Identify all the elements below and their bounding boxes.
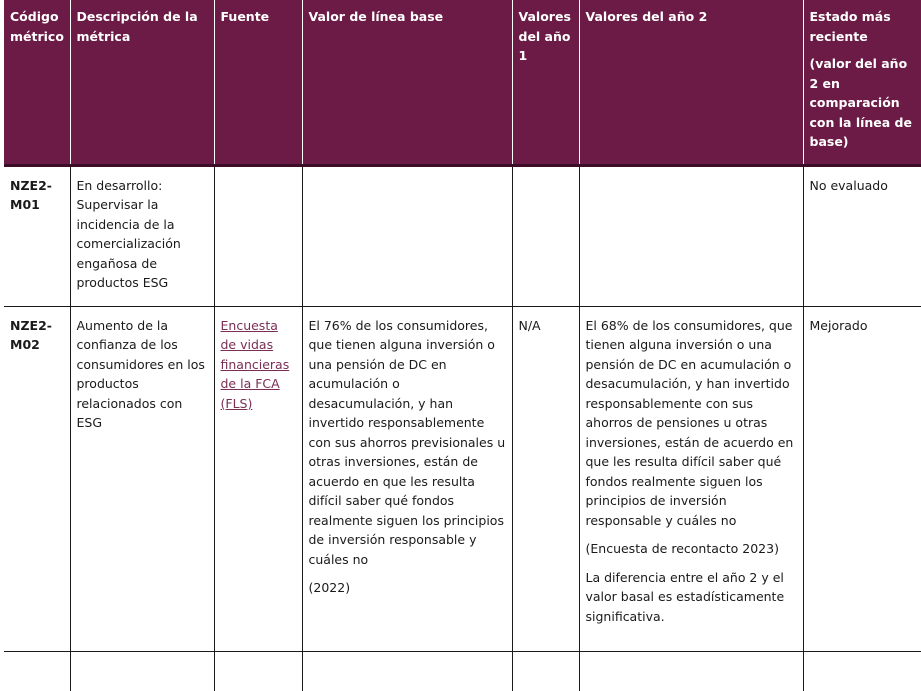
metric-baseline	[302, 306, 512, 651]
header-year1: Valores del año 1	[512, 0, 579, 165]
table-row-continuation	[4, 651, 921, 691]
metric-status: Mejorado	[803, 306, 921, 651]
header-baseline: Valor de línea base	[302, 0, 512, 165]
continuation-cell	[214, 651, 302, 691]
metric-code: NZE2-M01	[4, 165, 70, 306]
header-year2: Valores del año 2	[579, 0, 803, 165]
header-description: Descripción de la métrica	[70, 0, 214, 165]
continuation-cell	[302, 651, 512, 691]
metric-year1	[512, 165, 579, 306]
header-source: Fuente	[214, 0, 302, 165]
metrics-table	[4, 0, 921, 691]
continuation-cell	[579, 651, 803, 691]
table-row	[4, 165, 921, 306]
baseline-note: (2022)	[308, 580, 351, 595]
header-status: Estado más reciente (valor del año 2 en comparación con la línea de base)	[803, 0, 921, 165]
baseline-text: El 76% de los consumidores, que tienen alguna inversión o una pensión de DC en acumulación o desacumulación, y han invertido responsablemente con sus ahorros previsionales u otras inversiones, están de acuerdo en que les resulta difícil saber qué fondos realmente siguen los principios de inversión responsable y cuáles no	[308, 317, 506, 567]
year2-note-significance: La diferencia entre el año 2 y el valor basal es estadísticamente significativa.	[585, 569, 785, 624]
metric-source	[214, 306, 302, 651]
header-status-sub: (valor del año 2 en comparación con la línea de base)	[809, 56, 912, 149]
metric-description: Aumento de la confianza de los consumidores en los productos relacionados con ESG	[70, 306, 214, 651]
source-link[interactable]: Encuesta de vidas financieras de la FCA (FLS)	[220, 317, 290, 411]
table-row	[4, 306, 921, 651]
year2-note: (Encuesta de recontacto 2023)	[585, 541, 779, 556]
metric-description: En desarrollo: Supervisar la incidencia de la comercialización engañosa de productos ESG	[70, 165, 214, 306]
metric-year1: N/A	[512, 306, 579, 651]
metric-year2	[579, 306, 803, 651]
metric-status: No evaluado	[803, 165, 921, 306]
continuation-cell	[4, 651, 70, 691]
metric-source	[214, 165, 302, 306]
continuation-cell	[70, 651, 214, 691]
header-code: Código métrico	[4, 0, 70, 165]
continuation-cell	[512, 651, 579, 691]
header-row	[4, 0, 921, 165]
metric-code: NZE2-M02	[4, 306, 70, 651]
metric-baseline	[302, 165, 512, 306]
metric-year2	[579, 165, 803, 306]
year2-text: El 68% de los consumidores, que tienen alguna inversión o una pensión de DC en acumulación o desacumulación, y han invertido responsablemente con sus ahorros de pensiones u otras inversiones, están de acuerdo en que les resulta difícil saber qué fondos realmente siguen los principios de inversión responsable y cuáles no	[585, 317, 794, 528]
continuation-cell	[803, 651, 921, 691]
